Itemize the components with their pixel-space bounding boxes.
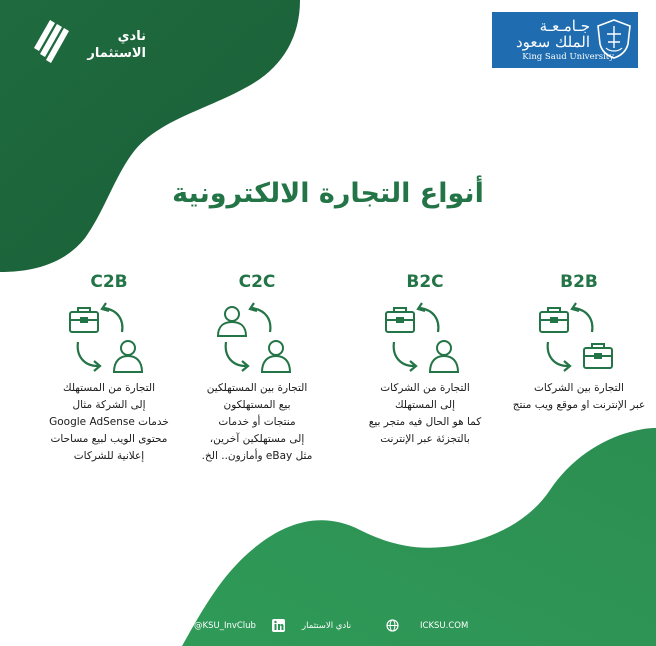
- description-line: إلى مستهلكين آخرين،: [209, 433, 305, 445]
- type-description: [500, 380, 656, 414]
- description-line: كما هو الحال فيه متجر بيع: [368, 416, 482, 428]
- x-social-link[interactable]: [178, 619, 268, 633]
- arrow-curved-icon: [394, 342, 416, 371]
- description-line: التجارة من الشركات: [380, 382, 470, 394]
- type-code: B2C: [406, 272, 444, 292]
- b2b-exchange-icon: [534, 302, 626, 376]
- description-line: بالتجزئة عبر الإنترنت: [380, 433, 470, 445]
- description-line: إلى الشركة مثال: [72, 399, 146, 411]
- arrow-curved-icon: [226, 342, 248, 371]
- linkedin-name: نادي الاستثمار: [302, 621, 352, 631]
- description-line: إعلانية للشركات: [73, 450, 145, 462]
- x-handle: @KSU_InvClub: [194, 621, 256, 631]
- x-logo-icon: [178, 620, 190, 632]
- description-line: مثل eBay وأمازون.. الخ.: [201, 450, 313, 462]
- description-line: التجارة بين الشركات: [534, 382, 624, 394]
- briefcase-icon: [584, 344, 612, 368]
- arrow-curved-icon: [548, 342, 570, 371]
- arrow-curved-icon: [418, 303, 438, 332]
- description-line: خدمات Google AdSense: [49, 416, 169, 428]
- ksu-arabic-name: [494, 18, 590, 50]
- description-line: عبر الإنترنت او موقع ويب منتج: [512, 399, 646, 411]
- ksu-english-name: King Saud University: [522, 52, 614, 62]
- ksu-logo: [492, 12, 638, 68]
- arrow-curved-icon: [78, 342, 100, 371]
- description-line: منتجات أو خدمات: [218, 416, 296, 428]
- briefcase-icon: [70, 308, 98, 332]
- type-description: [30, 380, 188, 465]
- club-name-line2: الاستثمار: [87, 46, 146, 61]
- type-code: C2B: [90, 272, 128, 292]
- briefcase-icon: [540, 308, 568, 332]
- person-icon: [114, 341, 142, 372]
- b2c-exchange-icon: [380, 302, 472, 376]
- linkedin-logo-icon: [272, 619, 285, 632]
- c2c-exchange-icon: [212, 302, 304, 376]
- arrow-curved-icon: [102, 303, 122, 332]
- description-line: التجارة بين المستهلكين: [206, 382, 308, 394]
- page-title: أنواع التجارة الالكترونية: [172, 178, 484, 209]
- person-icon: [262, 341, 290, 372]
- description-line: بيع المستهلكون: [223, 399, 291, 411]
- type-code: B2B: [560, 272, 598, 292]
- description-line: محتوى الويب لبيع مساحات: [50, 433, 168, 445]
- type-description: [346, 380, 504, 448]
- briefcase-icon: [386, 308, 414, 332]
- website-link[interactable]: [386, 619, 476, 633]
- ksu-arabic-line2: الملك سعود: [515, 33, 590, 51]
- description-line: التجارة من المستهلك: [62, 382, 155, 394]
- ksu-emblem-icon: [596, 18, 632, 60]
- type-description: [178, 380, 336, 465]
- type-code: C2C: [238, 272, 276, 292]
- arrow-curved-icon: [572, 303, 592, 332]
- club-name: [64, 28, 146, 62]
- person-icon: [430, 341, 458, 372]
- linkedin-social-link[interactable]: [272, 619, 382, 633]
- ksu-arabic-line1: جـامـعـة: [539, 17, 590, 35]
- club-name-line1: نادي: [117, 29, 146, 44]
- c2b-exchange-icon: [64, 302, 156, 376]
- investment-club-logo: [24, 12, 146, 70]
- description-line: إلى المستهلك: [394, 399, 456, 411]
- website-url: ICKSU.COM: [420, 621, 469, 631]
- arrow-curved-icon: [250, 303, 270, 332]
- globe-icon: [386, 619, 399, 632]
- person-icon: [218, 307, 246, 336]
